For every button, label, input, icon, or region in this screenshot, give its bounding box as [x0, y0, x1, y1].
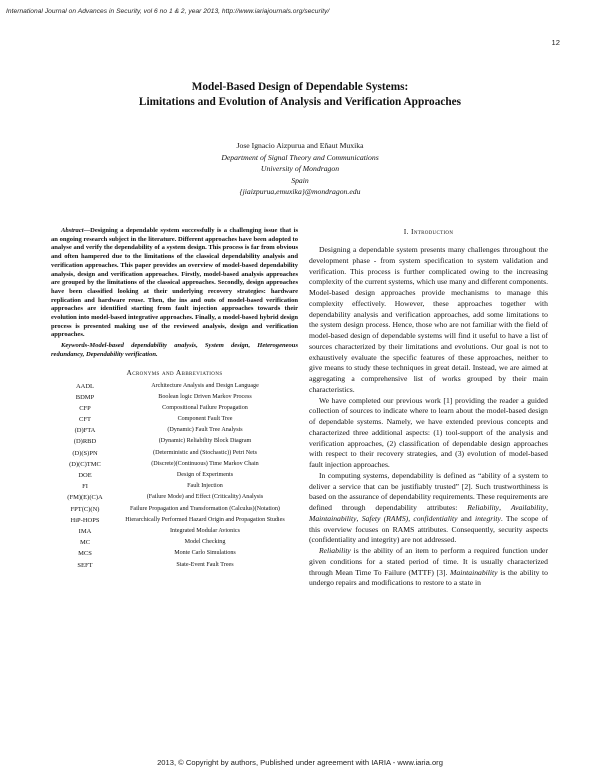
intro-paragraph-4: Reliability is the ability of an item to perform a required function under given conditions for a stated period of time. It is usually characterized through Mean Time To Failure (MTTF) [3]. Maintainability is the ability to undergo repairs and modifications to restore to a state in	[309, 546, 548, 588]
acronym-desc: Hierarchically Performed Hazard Origin and Propagation Studies	[125, 516, 285, 523]
acronym-row	[54, 483, 294, 494]
acronym-abbr: SEFT	[77, 561, 93, 569]
acronym-row	[54, 494, 294, 505]
acronym-desc: Design of Experiments	[176, 472, 234, 479]
acronym-abbr: HiP-HOPS	[70, 516, 100, 524]
author-country: Spain	[291, 175, 309, 185]
acronym-abbr: (D)(C)TMC	[69, 460, 101, 468]
acronym-row	[54, 472, 294, 483]
acronym-desc: Fault Injection	[187, 483, 223, 490]
acronym-abbr: CFP	[79, 404, 91, 412]
acronym-abbr: MC	[79, 539, 91, 547]
author-university: University of Mondragon	[260, 164, 340, 174]
acronym-desc: Compositional Failure Propagation	[162, 404, 248, 411]
abstract-lead: Abstract	[61, 227, 84, 234]
acronym-row	[54, 506, 294, 517]
acronym-row	[54, 562, 294, 573]
acronym-row	[54, 394, 294, 405]
author-names: Jose Ignacio Aizpurua and Eñaut Muxika	[236, 141, 364, 150]
acronym-abbr: (FM)(E)(C)A	[67, 494, 103, 502]
acronym-abbr: (D)RBD	[73, 438, 97, 446]
abstract-text: —Designing a dependable system successfully is a challenging issue that is an ongoing research subject in the literature. Different approaches have been adopted to analyse and verify the dependability of a system design. This process is far from obvious and often hampered due to the limitations of the classical dependability analysis and verification approaches. This paper provides an overview of model-based dependability analysis, design and verification approaches. Firstly, model-based analysis approaches are grouped by the limitations of the classical approaches. Secondly, design approaches have been classified looking at their underlying recovery strategies: hardware replication and hardware reuse. Then, the ins and outs of model-based verification approaches are identified starting from fault injection approaches towards their evolution into model-based integrative approaches. Finally, a model-based hybrid design process is presented making use of the reviewed analysis, design and verification approaches.	[51, 227, 298, 339]
author-email: {jiaizpurua,emuxika}@mondragon.edu	[239, 187, 361, 197]
acronym-abbr: AADL	[75, 382, 95, 390]
acronym-row	[54, 528, 294, 539]
right-column	[309, 227, 548, 589]
paper-title	[50, 80, 550, 110]
acronym-abbr: FI	[82, 483, 88, 491]
author-department: Department of Signal Theory and Communications	[221, 152, 379, 162]
acronym-abbr: BDMP	[75, 393, 95, 401]
acronym-row	[54, 550, 294, 561]
acronym-abbr: (D)(S)PN	[72, 449, 98, 457]
left-column	[51, 227, 298, 573]
acronym-abbr: (D)FTA	[74, 427, 96, 435]
acronym-row	[54, 405, 294, 416]
acronym-row	[54, 416, 294, 427]
title-line-1: Model-Based Design of Dependable Systems:	[191, 81, 409, 93]
acronym-row	[54, 517, 294, 528]
acronym-row	[54, 461, 294, 472]
acronym-desc: Monte Carlo Simulations	[174, 550, 236, 557]
acronym-desc: Component Fault Tree	[177, 416, 233, 423]
journal-header: International Journal on Advances in Security, vol 6 no 1 & 2, year 2013, http://www.iariajournals.org/security/	[6, 8, 330, 15]
abstract	[51, 227, 298, 340]
acronym-abbr: IMA	[78, 527, 92, 535]
intro-paragraph-3: In computing systems, dependability is defined as “ability of a system to deliver a service that can be justifiably trusted” [2]. Such trustworthiness is based on the assurance of dependability requirements. These requirements are defined through dependability attributes: Reliability, Availability, Maintainability, Safety (RAMS), confidentiality and integrity. The scope of this overview focuses on RAMS attributes. Consequently, security aspects (confidentiality and integrity) are not addressed.	[309, 470, 548, 545]
acronym-desc: Model Checking	[184, 539, 226, 546]
acronym-abbr: MCS	[78, 550, 92, 558]
intro-paragraph-2: We have completed our previous work [1] providing the reader a guided collection of sources to indicate where to learn about the model-based design of dependable systems. Namely, we have extended previous concepts and characterized three additional aspects: (1) tool-support of the analysis and verification approaches, (2) classification of dependable design approaches with respect to their recovery strategies, and (3) evolution of model-based fault injection approaches.	[309, 395, 548, 469]
acronym-row	[54, 438, 294, 449]
page-number: 12	[551, 38, 560, 47]
intro-paragraph-1: Designing a dependable system presents many challenges throughout the development phase - from system specification to system validation and verification. This process is further complicated owing to the increasing complexity of the current systems, which use many and different components. Model-based design approaches provide mechanisms to manage this complexity effectively. However, these approaches together with dependability analysis and verification approaches, add some limitations to the system design process. Hence, those who are not familiar with the field of model-based design of dependable systems will find it useful to have a list of sources characterized by their limitations and evolutions. Our goal is not to exhaustively evaluate the specific features of these approaches, neither to give means to study these techniques in great detail. Instead, we are aimed at aggregating a comprehensive list of works grouped by their main characteristics.	[309, 245, 548, 394]
acronym-desc: Integrated Modular Avionics	[170, 527, 240, 534]
acronyms-table	[54, 383, 294, 573]
acronym-desc: (Dynamic) Reliability Block Diagram	[158, 438, 252, 445]
acronyms-heading: Acronyms and Abbreviations	[126, 367, 223, 377]
title-line-2: Limitations and Evolution of Analysis and Verification Approaches	[138, 96, 462, 108]
introduction-heading: I. Introduction	[403, 227, 454, 236]
acronym-abbr: FPT(C)(N)	[70, 505, 100, 513]
acronym-desc: (Dynamic) Fault Tree Analysis	[167, 427, 243, 434]
copyright-footer: 2013, © Copyright by authors, Published under agreement with IARIA - www.iaria.org	[157, 758, 443, 767]
acronym-desc: (Failure Mode) and Effect (Criticality) Analysis	[146, 494, 264, 501]
keywords: Keywords-Model-based dependability analysis, System design, Heterogeneous redundancy, Dependability verification.	[51, 342, 298, 358]
acronym-row	[54, 427, 294, 438]
acronym-desc: Boolean logic Driven Markov Process	[158, 393, 252, 400]
author-block	[150, 140, 450, 198]
acronym-row	[54, 539, 294, 550]
acronym-row	[54, 450, 294, 461]
acronym-desc: (Deterministic and (Stochastic)) Petri Nets	[153, 449, 257, 456]
acronym-desc: Architecture Analysis and Design Language	[151, 382, 259, 389]
acronym-row	[54, 383, 294, 394]
acronym-desc: Failure Propagation and Transformation (Calculus)(Notation)	[130, 505, 280, 512]
acronym-desc: State-Event Fault Trees	[176, 561, 234, 568]
acronym-desc: (Discrete)(Continuous) Time Markov Chain	[151, 460, 259, 467]
acronym-abbr: CFT	[79, 416, 91, 424]
acronym-abbr: DOE	[78, 472, 92, 480]
